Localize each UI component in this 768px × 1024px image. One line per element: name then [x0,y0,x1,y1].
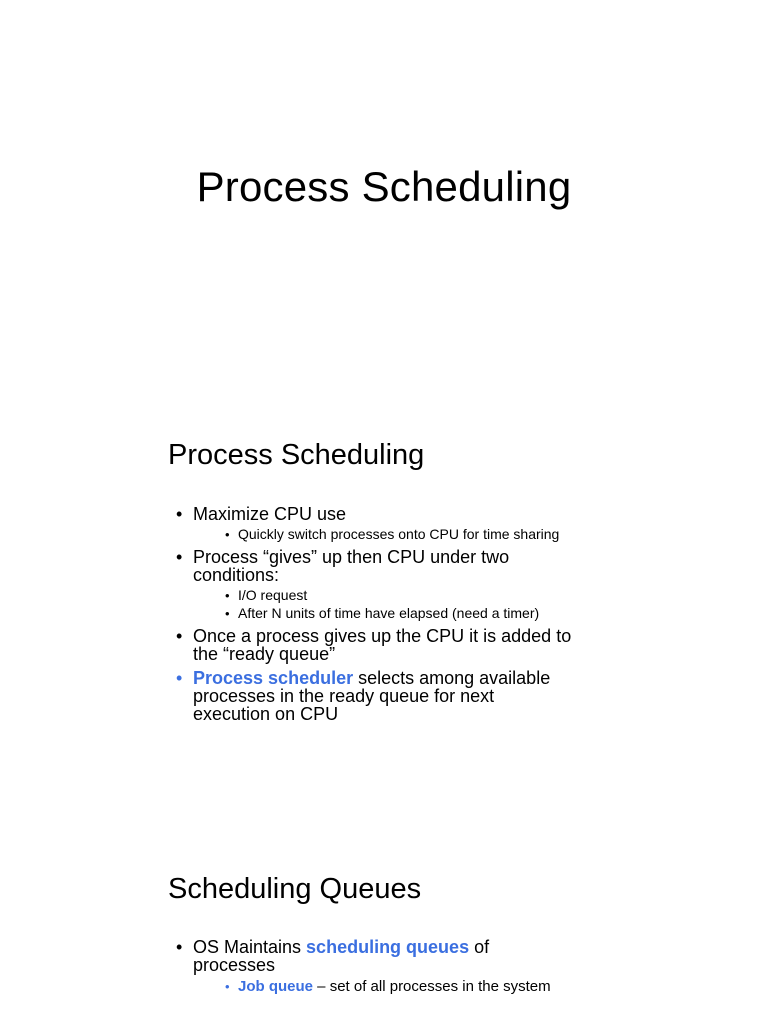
sub-bullet: • After N units of time have elapsed (need a timer) [223,606,576,621]
bullet-ready-queue: • Once a process gives up the CPU it is added to the “ready queue” [176,627,576,663]
bullet-maximize-cpu [176,505,576,542]
highlight-term: scheduling queues [306,937,470,957]
bullet-list [176,938,576,1001]
slide-title: Process Scheduling [168,439,425,471]
bullet-text: Process “gives” up then CPU under two conditions: [193,547,510,585]
title-slide [0,0,768,384]
sub-bullet-job-queue [223,978,576,995]
sub-bullet: • Quickly switch processes onto CPU for time sharing [223,527,576,542]
bullet-process-scheduler [176,669,576,723]
process-scheduling-slide [0,384,768,816]
scheduling-queues-slide [0,816,768,1024]
bullet-os-maintains [176,938,576,995]
bullet-list [176,505,576,729]
slide-title: Scheduling Queues [168,873,422,905]
title-slide-heading: Process Scheduling [196,163,572,210]
sub-bullet-list [193,978,576,995]
bullet-text: OS Maintains [193,937,307,957]
sub-bullet-list [193,527,576,542]
sub-bullet-list [193,588,576,621]
bullet-text: of processes [193,937,490,975]
highlight-term: Job queue [238,978,314,995]
sub-bullet: • I/O request [223,588,576,603]
bullet-text: – set of all processes in the system [313,978,551,995]
bullet-text: Maximize CPU use [193,504,347,524]
bullet-text: selects among available processes in the ready queue for next execution on CPU [193,668,551,724]
bullet-gives-up-cpu [176,548,576,621]
highlight-term: Process scheduler [193,668,354,688]
